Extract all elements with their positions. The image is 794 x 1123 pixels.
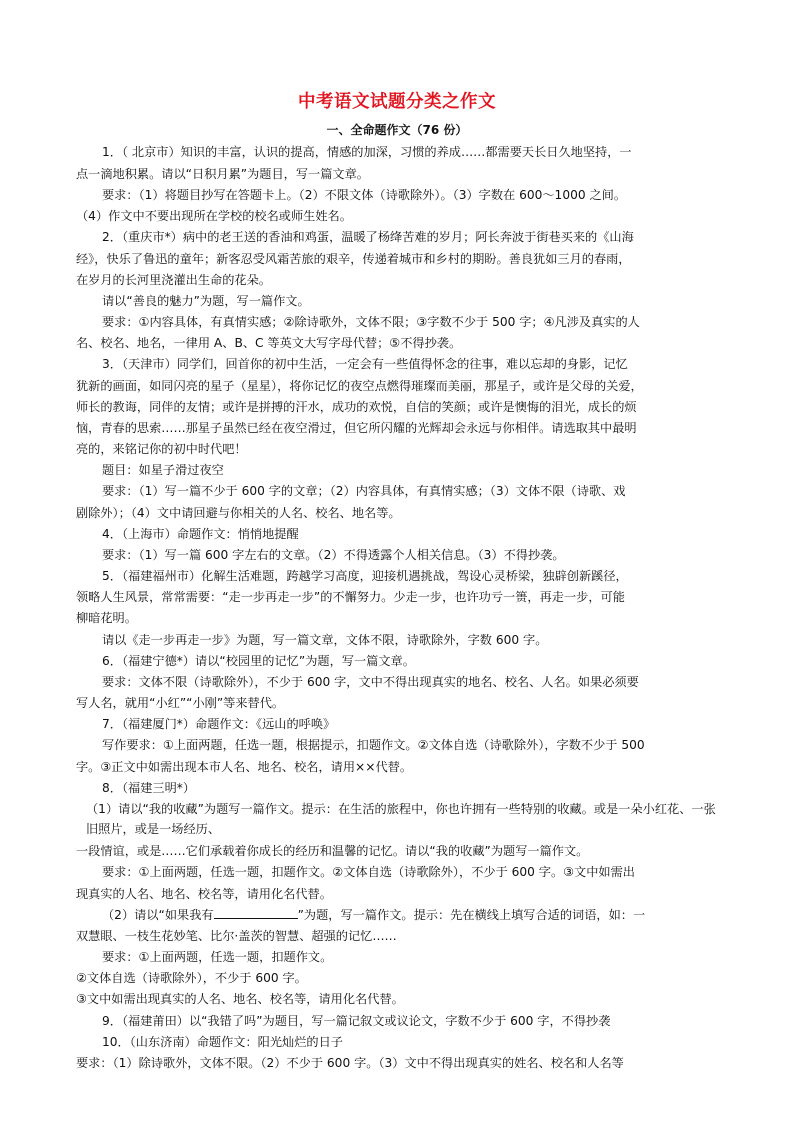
text-line: 请以“善良的魅力”为题，写一篇作文。	[102, 294, 310, 308]
text-line: 写作要求：①上面两题，任选一题，根据提示，扣题作文。②文体自选（诗歌除外），字数不少于 500	[102, 738, 645, 752]
text-line: 双慧眼、一枝生花妙笔、比尔·盖茨的智慧、超强的记忆……	[76, 929, 397, 943]
text-line	[102, 905, 645, 925]
text-line: 5．（福建福州市）化解生活难题，跨越学习高度，迎接机遇挑战，驾设心灵桥梁，独辟创新蹊径，	[102, 569, 628, 583]
text-line: 2．（重庆市*）病中的老王送的香油和鸡蛋，温暖了杨绛苦难的岁月；阿长奔波于街巷买来的《山海	[102, 230, 634, 244]
text-line: 柳暗花明。	[76, 611, 137, 625]
text-line: 题目：如星子滑过夜空	[102, 463, 224, 477]
text-line: 请以《走一步再走一步》为题，写一篇文章，文体不限，诗歌除外，字数 600 字。	[102, 633, 548, 647]
text-line: 4．（上海市）命题作文：悄悄地提醒	[102, 527, 299, 541]
text-line: 8．（福建三明*）	[102, 781, 196, 795]
text-line: 在岁月的长河里浇灌出生命的花朵。	[76, 273, 271, 287]
text-line: 经》，快乐了鲁迅的童年；新客忍受风霜苦旅的艰辛，传递着城市和乡村的期盼。善良犹如三月的春雨，	[76, 252, 631, 266]
text-line: 名、校名、地名，一律用 A、B、C 等英文大写字母代替；⑤不得抄袭。	[76, 336, 462, 350]
text-line: 6．（福建宁德*）请以“校园里的记忆”为题，写一篇文章。	[102, 654, 415, 668]
text-line: 一段情谊，或是……它们承载着你成长的经历和温馨的记忆。请以“我的收藏”为题写一篇作文。	[76, 844, 589, 858]
text-line: 点一滴地积累。请以“日积月累”为题目，写一篇文章。	[76, 167, 369, 181]
page-title: 中考语文试题分类之作文	[298, 92, 496, 112]
text-line: 要求：①内容具体，有真情实感；②除诗歌外，文体不限；③字数不少于 500 字；④凡涉及真实的人	[102, 315, 640, 329]
text-line: 9．（福建莆田）以“我错了吗”为题目，写一篇记叙文或议论文，字数不少于 600 字，不得抄袭	[102, 1014, 611, 1028]
text-line: 字。③正文中如需出现本市人名、地名、校名，请用××代替。	[76, 760, 413, 774]
text-line: 7．（福建厦门*）命题作文：《远山的呼唤》	[102, 717, 336, 731]
text-line: 要求：（1）除诗歌外，文体不限。（2）不少于 600 字。（3）文中不得出现真实的姓名、校名和人名等	[76, 1056, 624, 1070]
text-line: ②文体自选（诗歌除外），不少于 600 字。	[76, 971, 307, 985]
text-line: 要求：（1）写一篇 600 字左右的文章。（2）不得透露个人相关信息。（3）不得抄袭。	[102, 548, 565, 562]
text-line: 3．（天津市）同学们，回首你的初中生活，一定会有一些值得怀念的往事，难以忘却的身影，记忆	[102, 357, 628, 371]
text-line: 领略人生风景，常常需要：“走一步再走一步”的不懈努力。少走一步，也许功亏一篑，再走一步，可能	[76, 590, 625, 604]
text-line: 师长的教诲，同伴的友情；或许是拼搏的汗水，成功的欢悦，自信的笑颜；或许是懊悔的泪光，成长的烦	[76, 400, 637, 414]
text-fragment: ”为题，写一篇作文。提示：先在横线上填写合适的词语，如：一	[297, 908, 646, 922]
text-line: 要求：（1）将题目抄写在答题卡上。（2）不限文体（诗歌除外）。（3）字数在 600～1000 之间。	[102, 188, 627, 202]
text-line: 写人名，就用“小红”“小刚”等来替代。	[76, 696, 285, 710]
text-line: 恼，青春的思索……那星子虽然已经在夜空滑过，但它所闪耀的光辉却会永远与你相伴。请选取其中最明	[76, 421, 637, 435]
text-line: 1．（ 北京市）知识的丰富，认识的提高，情感的加深，习惯的养成……都需要天长日久地坚持，一	[102, 145, 632, 159]
text-fragment: （2）请以“如果我有	[102, 908, 214, 922]
text-line: （4）作文中不要出现所在学校的校名或师生姓名。	[76, 209, 352, 223]
text-line: 10．（山东济南）命题作文：阳光灿烂的日子	[102, 1035, 343, 1049]
text-line: 犹新的画面，如同闪亮的星子（星星），将你记忆的夜空点燃得璀璨而美丽，那星子，或许是父母的关爱，	[76, 379, 643, 393]
section-heading: 一、全命题作文（76 份）	[326, 123, 468, 137]
blank-line	[214, 907, 298, 919]
text-line: 现真实的人名、地名、校名等，请用化名代替。	[76, 887, 332, 901]
text-line: 要求：文体不限（诗歌除外），不少于 600 字，文中不得出现真实的地名、校名、人名。如果必须要	[102, 675, 639, 689]
text-line: 要求：①上面两题，任选一题，扣题作文。②文体自选（诗歌除外），不少于 600 字。③文中如需出	[102, 865, 635, 879]
text-line: （1）请以“我的收藏”为题写一篇作文。提示：在生活的旅程中，你也许拥有一些特别的收藏。或是一朵小红花、一张旧照片，或是一场经历、	[86, 802, 716, 836]
text-line: 亮的，来铭记你的初中时代吧！	[76, 442, 247, 456]
text-line: 剧除外）；（4）文中请回避与你相关的人名、校名、地名等。	[76, 506, 401, 520]
text-line: ③文中如需出现真实的人名、地名、校名等，请用化名代替。	[76, 992, 404, 1006]
text-line: 要求：（1）写一篇不少于 600 字的文章；（2）内容具体，有真情实感；（3）文体不限（诗歌、戏	[102, 484, 626, 498]
text-line: 要求：①上面两题，任选一题，扣题作文。	[102, 950, 333, 964]
